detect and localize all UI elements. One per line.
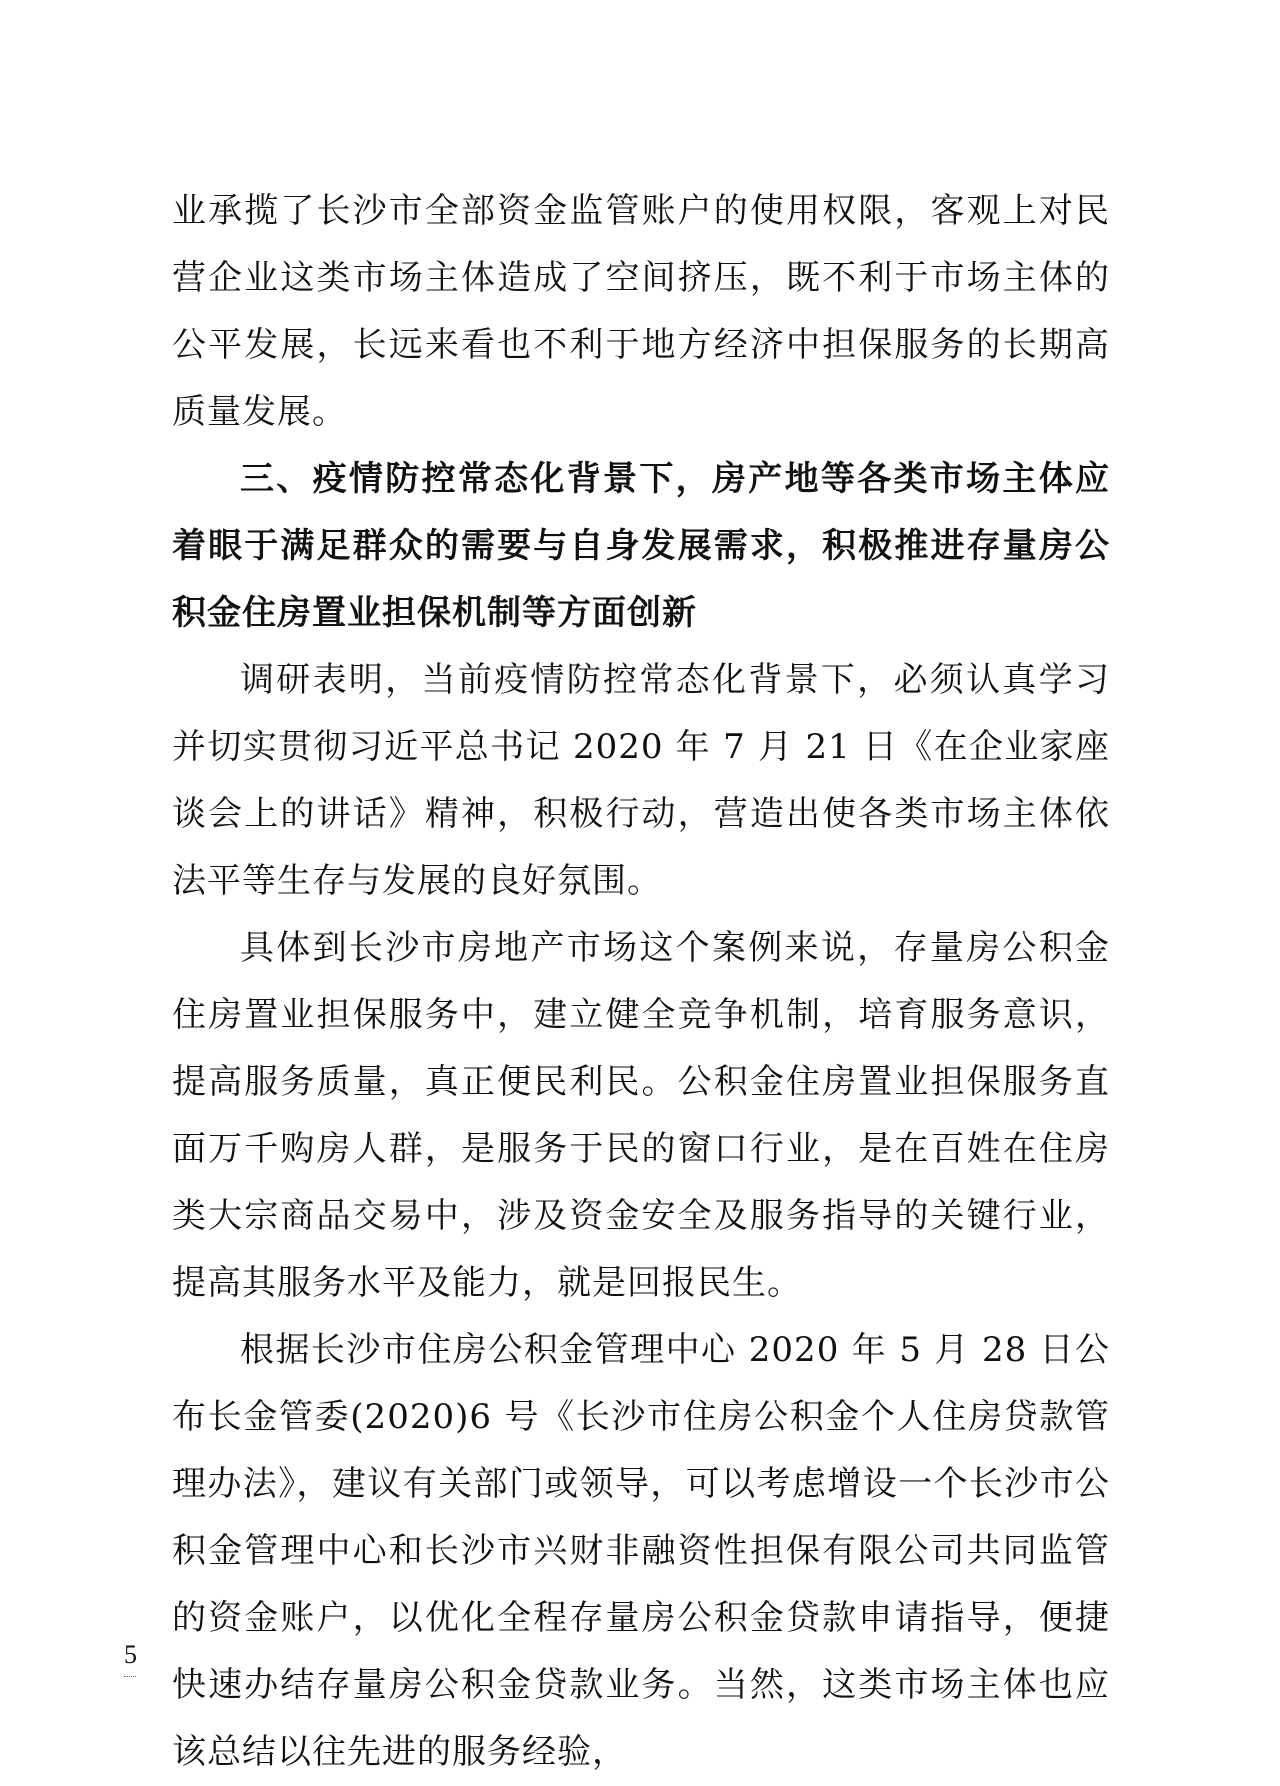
- paragraph-2: 调研表明，当前疫情防控常态化背景下，必须认真学习并切实贯彻习近平总书记 2020 年 7 月 21 日《在企业家座谈会上的讲话》精神，积极行动，营造出使各类市场主体依法平等生存与发展的良好氛围。: [172, 660, 1110, 901]
- paragraph-4: 根据长沙市住房公积金管理中心 2020 年 5 月 28 日公布长金管委(2020)6 号《长沙市住房公积金个人住房贷款管理办法》，建议有关部门或领导，可以考虑增设一个长沙市公积金管理中心和长沙市兴财非融资性担保有限公司共同监管的资金账户，以优化全程存量房公积金贷款申请指导，便捷快速办结存量房公积金贷款业务。当然，这类市场主体也应该总结以往先进的服务经验，: [172, 1330, 1110, 1772]
- paragraph-1: 业承揽了长沙市全部资金监管账户的使用权限，客观上对民营企业这类市场主体造成了空间挤压，既不利于市场主体的公平发展，长远来看也不利于地方经济中担保服务的长期高质量发展。: [172, 191, 1110, 432]
- paragraph-3: 具体到长沙市房地产市场这个案例来说，存量房公积金住房置业担保服务中，建立健全竞争机制，培育服务意识，提高服务质量，真正便民利民。公积金住房置业担保服务直面万千购房人群，是服务于民的窗口行业，是在百姓在住房类大宗商品交易中，涉及资金安全及服务指导的关键行业，提高其服务水平及能力，就是回报民生。: [172, 928, 1110, 1303]
- document-body: [172, 178, 1110, 1786]
- section-heading-3: 三、疫情防控常态化背景下，房产地等各类市场主体应着眼于满足群众的需要与自身发展需求，积极推进存量房公积金住房置业担保机制等方面创新: [172, 459, 1110, 633]
- page-number: 5: [124, 1640, 137, 1669]
- page-number-underline: [124, 1676, 136, 1677]
